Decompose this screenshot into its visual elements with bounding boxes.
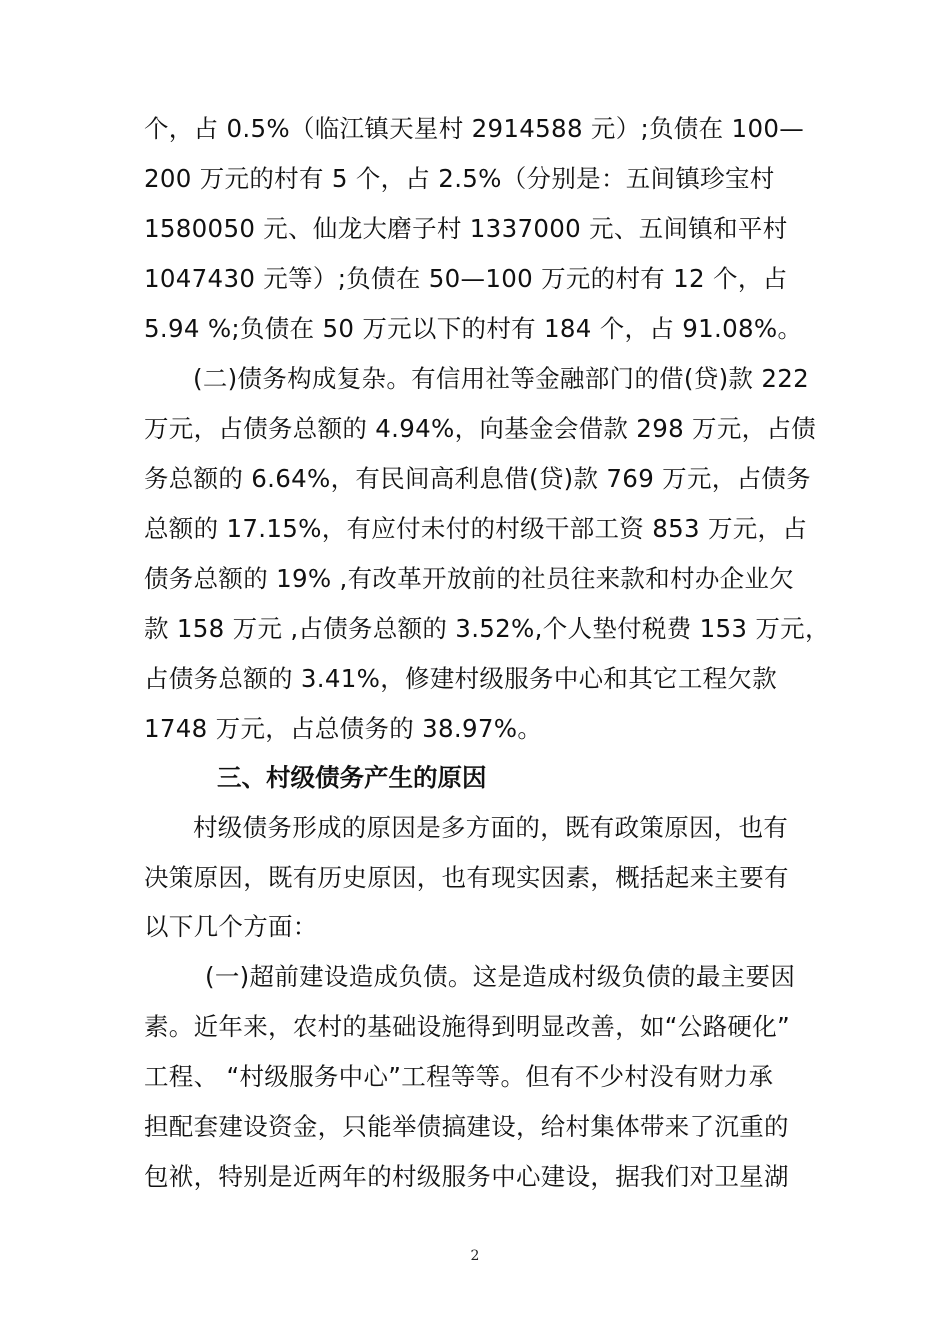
text-line: 担配套建设资金，只能举债搞建设，给村集体带来了沉重的 (144, 1112, 789, 1141)
text-line: 占债务总额的 3.41%，修建村级服务中心和其它工程欠款 (144, 664, 778, 693)
section-heading: 三、村级债务产生的原因 (217, 763, 487, 792)
text-line: 200 万元的村有 5 个，占 2.5%（分别是：五间镇珍宝村 (144, 164, 775, 193)
text-line: 债务总额的 19% ,有改革开放前的社员往来款和村办企业欠 (144, 564, 795, 593)
text-line: 包袱，特别是近两年的村级服务中心建设，据我们对卫星湖 (144, 1162, 789, 1191)
text-line: 以下几个方面： (144, 912, 318, 941)
text-line: 务总额的 6.64%，有民间高利息借(贷)款 769 万元，占债务 (144, 464, 811, 493)
text-line: 决策原因，既有历史原因，也有现实因素，概括起来主要有 (144, 863, 789, 892)
text-line: (二)债务构成复杂。有信用社等金融部门的借(贷)款 222 (193, 364, 809, 393)
text-line: 款 158 万元 ,占债务总额的 3.52%,个人垫付税费 153 万元， (144, 614, 830, 643)
text-line: 总额的 17.15%，有应付未付的村级干部工资 853 万元，占 (144, 514, 808, 543)
text-line: 5.94 %;负债在 50 万元以下的村有 184 个，占 91.08%。 (144, 314, 803, 343)
text-line: 1047430 元等）;负债在 50—100 万元的村有 12 个，占 (144, 264, 788, 293)
text-line: 1748 万元，占总债务的 38.97%。 (144, 714, 543, 743)
page-number: 2 (470, 1248, 480, 1264)
text-line: 工程、 “村级服务中心”工程等等。但有不少村没有财力承 (144, 1062, 774, 1091)
text-line: 村级债务形成的原因是多方面的，既有政策原因，也有 (193, 813, 789, 842)
text-line: 万元，占债务总额的 4.94%，向基金会借款 298 万元，占债 (144, 414, 817, 443)
text-line: (一)超前建设造成负债。这是造成村级负债的最主要因 (205, 962, 796, 991)
text-line: 素。近年来，农村的基础设施得到明显改善，如“公路硬化” (144, 1012, 790, 1041)
text-line: 1580050 元、仙龙大磨子村 1337000 元、五间镇和平村 (144, 214, 788, 243)
text-line: 个，占 0.5%（临江镇天星村 2914588 元）;负债在 100— (144, 114, 805, 143)
